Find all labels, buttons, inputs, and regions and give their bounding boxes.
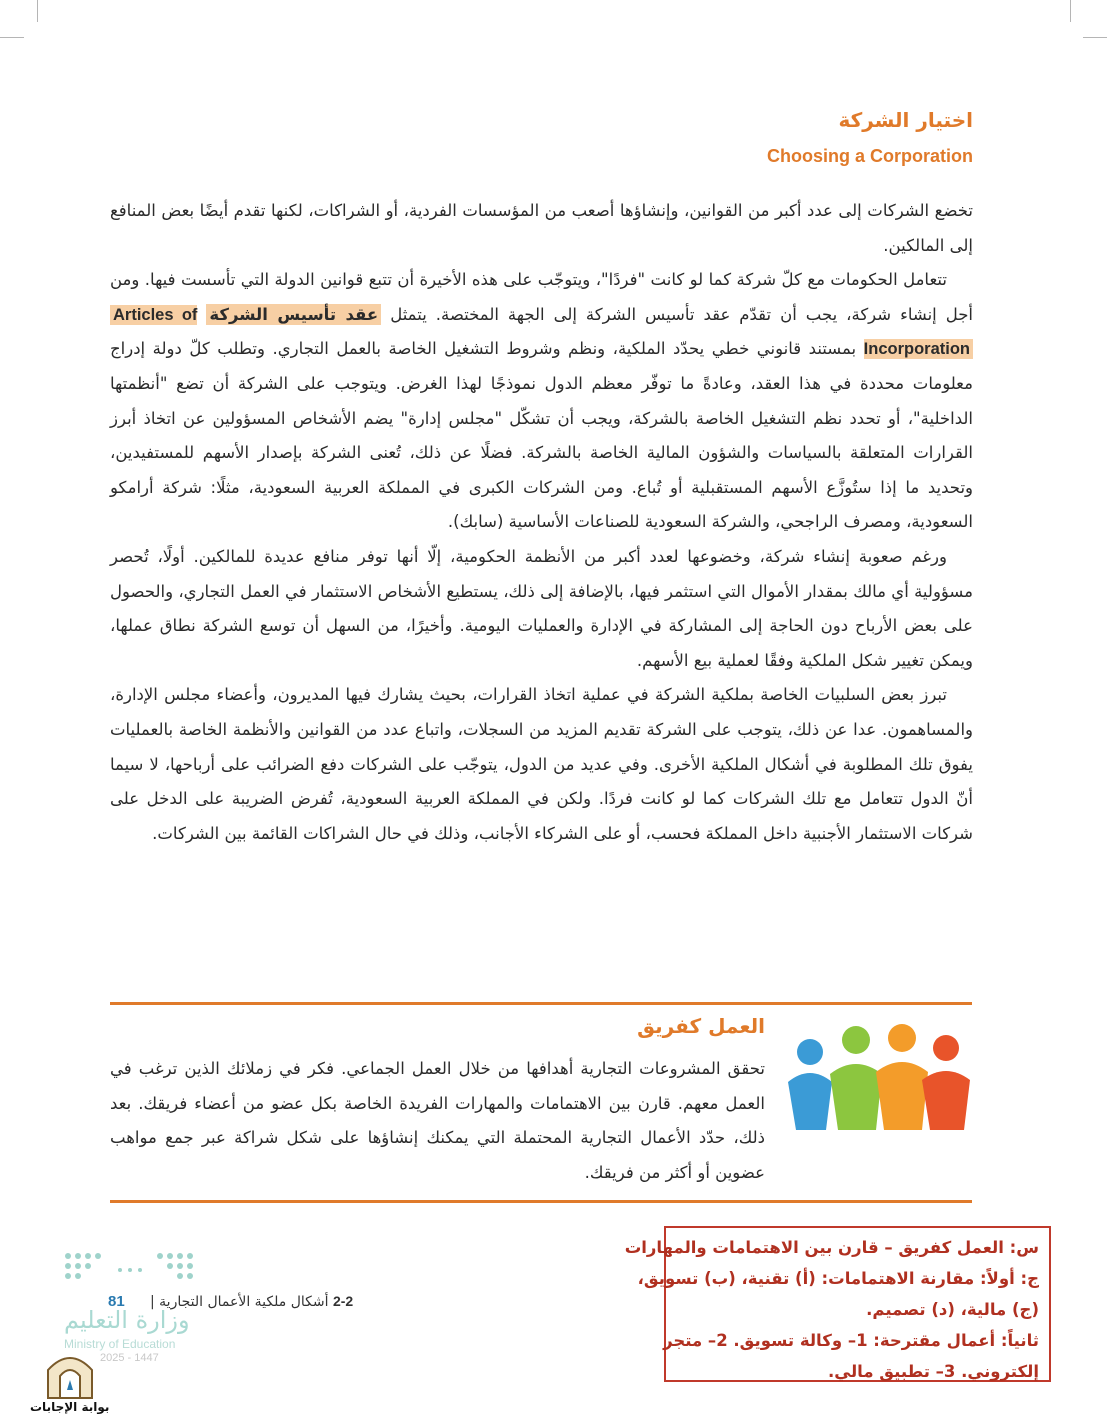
site-mosque-icon [40, 1350, 100, 1400]
crop-mark [1070, 0, 1071, 22]
site-name[interactable]: بوابة الإجابات [30, 1400, 110, 1414]
answer-line: ثانياً: أعمال مقترحة: 1– وكالة تسويق. 2– متجر [663, 1331, 1039, 1350]
footer-divider: | [150, 1294, 155, 1310]
answer-line: إلكتروني. 3– تطبيق مالي. [827, 1362, 1039, 1381]
paragraph-1: تخضع الشركات إلى عدد أكبر من القوانين، وإنشاؤها أصعب من المؤسسات الفردية، أو الشراكات، لكنها تقدم أيضًا بعض المنافع إلى المالكين. [110, 201, 973, 255]
ministry-name-arabic: وزارة التعليم [64, 1306, 190, 1334]
paragraph-2 [110, 263, 973, 540]
ministry-year: 2025 - 1447 [100, 1352, 159, 1364]
footer-section-title: أشكال ملكية الأعمال التجارية [159, 1294, 329, 1310]
paragraph-2-part-a: تتعامل الحكومات مع كلّ شركة كما لو كانت "فردًا"، ويتوجّب على هذه الأخيرة أن تتبع قوانين الدولة التي تأسست فيها. ومن أجل إنشاء شركة، يجب أن تقدّم عقد تأسيس الشركة إلى الجهة المختصة. يتمثل [110, 270, 974, 324]
crop-mark [1083, 37, 1107, 38]
team-box-title: العمل كفريق [637, 1014, 765, 1038]
footer-section-number: 2-2 [332, 1293, 354, 1309]
team-people-icon [782, 1012, 972, 1132]
answer-line: س: العمل كفريق – قارن بين الاهتمامات والمهارات [624, 1238, 1039, 1257]
paragraph-3: ورغم صعوبة إنشاء شركة، وخضوعها لعدد أكبر من الأنظمة الحكومية، إلّا أنها توفر منافع عديدة للمالكين. أولًا، تُحصر مسؤولية أي مالك بمقدار الأموال التي استثمر فيها، بالإضافة إلى ذلك، يستطيع الأشخاص الاستثمار في العمل التجاري، والحصول على بعض الأرباح دون الحاجة إلى المشاركة في الإدارة والعمليات اليومية. وأخيرًا، من السهل أن توسع الشركة نطاق عملها، ويمكن تغيير شكل الملكية وفقًا لعملية بيع الأسهم. [110, 546, 973, 670]
page-number: 81 [108, 1293, 125, 1310]
team-box-text: تحقق المشروعات التجارية أهدافها من خلال العمل الجماعي. فكر في زملائك الذين ترغب في العمل معهم. قارن بين الاهتمامات والمهارات الفريدة الخاصة بكل عضو من أعضاء فريقك. بعد ذلك، حدّد الأعمال التجارية المحتملة التي يمكنك إنشاؤها على شكل شراكة عبر جمع مواهب عضوين أو أكثر من فريقك. [110, 1059, 765, 1182]
section-title-english: Choosing a Corporation [767, 146, 973, 166]
footer-section [150, 1293, 353, 1310]
paragraph-2-part-b: بمستند قانوني خطي يحدّد الملكية، ونظم وشروط التشغيل الخاصة بالعمل التجاري. وتطلب كلّ دولة إدراج معلومات محددة في هذا العقد، وعادةً ما توفّر معظم الدول نموذجًا لهذا الغرض. ويتوجب على الشركة أن تضع "أنظمتها الداخلية"، أو تحدد نظم التشغيل الخاصة بالشركة، ويجب أن تشكّل "مجلس إدارة" يضم الأشخاص المسؤولين عن اتخاذ أبرز القرارات المتعلقة بالسياسات والشؤون المالية الخاصة بالشركة. فضلًا عن ذلك، تُعنى الشركة بإصدار الأسهم للمستفيدين، وتحديد ما إذا ستُوزَّع الأسهم المستقبلية أو تُباع. ومن الشركات الكبرى في المملكة العربية السعودية، مثلًا: شركة أرامكو السعودية، ومصرف الراجحي، والشركة السعودية للصناعات الأساسية (سابك). [110, 339, 973, 532]
paragraph-4: تبرز بعض السلبيات الخاصة بملكية الشركة في عملية اتخاذ القرارات، بحيث يشارك فيها المديرون، وأعضاء مجلس الإدارة، والمساهمون. عدا عن ذلك، يتوجب على الشركة تقديم المزيد من السجلات، واتباع عدد من القوانين والأنظمة الخاصة بالعمليات يفوق تلك المطلوبة في أشكال الملكية الأخرى. وفي عديد من الدول، يتوجّب على الشركات دفع الضرائب على أرباحها، لا سيما أنّ الدول تتعامل مع تلك الشركات كما لو كانت فردًا. ولكن في المملكة العربية السعودية، تُفرض الضريبة على الدخل على شركات الاستثمار الأجنبية داخل المملكة فحسب، أو على الشركاء الأجانب، وذلك في حال الشراكات القائمة بين الشركات. [110, 685, 973, 843]
crop-mark [37, 0, 38, 22]
team-box-top-rule [110, 1002, 972, 1005]
answer-line: ج: أولاً: مقارنة الاهتمامات: (أ) تقنية، (ب) تسويق، [637, 1269, 1039, 1288]
highlight-term-english: Articles of Incorporation [110, 305, 973, 360]
answer-box [624, 1226, 1051, 1382]
answer-line: (ج) مالية، (د) تصميم. [866, 1300, 1039, 1319]
section-title-arabic: اختيار الشركة [838, 108, 973, 132]
crop-mark [0, 37, 24, 38]
body-text [110, 194, 973, 851]
highlight-term-arabic: عقد تأسيس الشركة [206, 304, 381, 325]
ministry-name-english: Ministry of Education [64, 1337, 176, 1351]
team-box-bottom-rule [110, 1200, 972, 1203]
